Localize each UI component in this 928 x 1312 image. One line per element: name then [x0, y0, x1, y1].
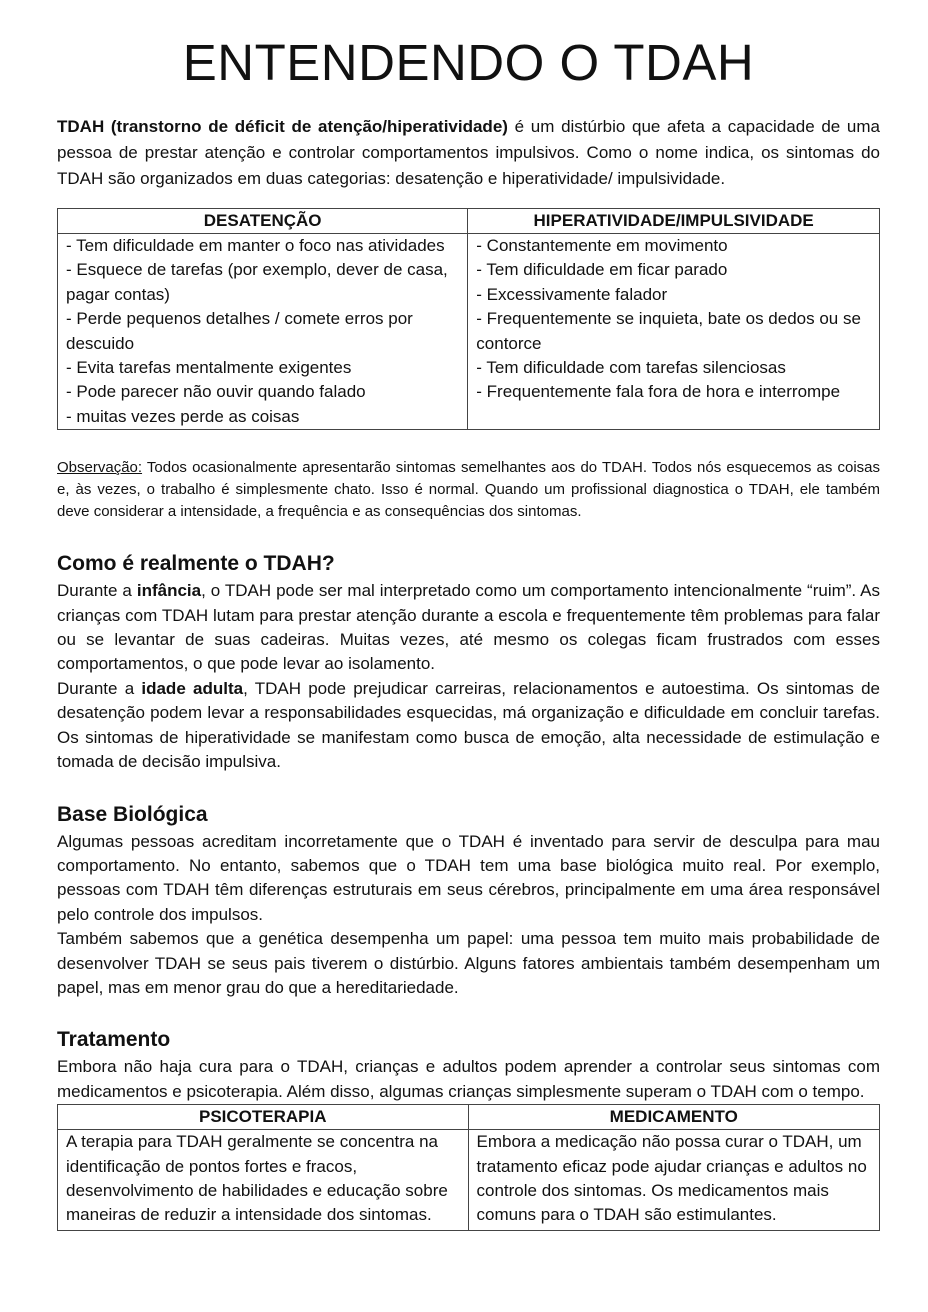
section-heading-base: Base Biológica: [57, 802, 208, 826]
intro-bold-term: TDAH (transtorno de déficit de atenção/hiperatividade): [57, 117, 508, 136]
intro-text: é um distúrbio que afeta a capacidade de uma pessoa de prestar atenção e controlar comportamentos impulsivos. Como o nome indica, os sintomas do TDAH são organizados em duas categorias: desatenção e hiperatividade/ impulsividade.: [57, 117, 880, 188]
header-psicoterapia: PSICOTERAPIA: [58, 1105, 469, 1130]
desatencao-item: - Evita tarefas mentalmente exigentes: [66, 358, 352, 378]
hiperatividade-cell: [468, 234, 880, 430]
tratamento-paragraph: Embora não haja cura para o TDAH, crianças e adultos podem aprender a controlar seus sintomas com medicamentos e psicoterapia. Além disso, algumas crianças simplesmente superam o TDAH com o tempo.: [57, 1057, 880, 1101]
base-paragraph-2: Também sabemos que a genética desempenha um papel: uma pessoa tem muito mais probabilidade de desenvolver TDAH se seus pais tiverem o distúrbio. Alguns fatores ambientais também desempenham um papel, mas em menor grau do que a hereditariedade.: [57, 929, 880, 997]
como-paragraph-adulta: [57, 677, 880, 775]
desatencao-item: - Tem dificuldade em manter o foco nas atividades: [66, 236, 445, 255]
como-p1-lead: Durante a: [57, 581, 137, 601]
desatencao-cell: [58, 234, 468, 430]
header-medicamento: MEDICAMENTO: [468, 1105, 880, 1130]
observation-text: Todos ocasionalmente apresentarão sintomas semelhantes aos do TDAH. Todos nós esquecemos as coisas e, às vezes, o trabalho é simplesmente chato. Isso é normal. Quando um profissional diagnostica o TDAH, ele também deve considerar a intensidade, a frequência e as consequências dos sintomas.: [57, 459, 880, 521]
desatencao-item: - Perde pequenos detalhes / comete erros por descuido: [66, 309, 413, 353]
base-paragraph-1: Algumas pessoas acreditam incorretamente que o TDAH é inventado para servir de desculpa para mau comportamento. No entanto, sabemos que o TDAH tem uma base biológica muito real. Por exemplo, pessoas com TDAH têm diferenças estruturais em seus cérebros, principalmente em uma área responsável pelo controle dos impulsos.: [57, 831, 880, 924]
section-heading-como: Como é realmente o TDAH?: [57, 552, 335, 576]
como-p2-text: , TDAH pode prejudicar carreiras, relacionamentos e autoestima. Os sintomas de desatenção podem levar a responsabilidades esquecidas, má organização e dificuldade em concluir tarefas. Os sintomas de hiperatividade se manifestam como busca de emoção, alta necessidade de estimulação e tomada de decisão impulsiva.: [57, 678, 880, 772]
observation-label: Observação:: [57, 459, 143, 477]
header-hiperatividade: HIPERATIVIDADE/IMPULSIVIDADE: [468, 209, 880, 234]
desatencao-item: - Esquece de tarefas (por exemplo, dever de casa, pagar contas): [66, 260, 448, 304]
symptoms-table: [57, 208, 880, 430]
intro-paragraph: [57, 114, 880, 192]
section-tratamento: [57, 1025, 880, 1104]
header-desatencao: DESATENÇÃO: [58, 209, 468, 234]
medicamento-cell: Embora a medicação não possa curar o TDAH, um tratamento eficaz pode ajudar crianças e adultos no controle dos sintomas. Os medicamentos mais comuns para o TDAH são estimulantes.: [468, 1130, 880, 1231]
desatencao-item: - Pode parecer não ouvir quando falado: [66, 382, 366, 402]
observation-note: [57, 457, 880, 523]
como-paragraph-infancia: [57, 579, 880, 677]
hiperatividade-item: - Tem dificuldade em ficar parado: [476, 260, 728, 280]
como-p2-lead: Durante a: [57, 678, 142, 698]
como-p1-bold: infância: [136, 581, 202, 601]
desatencao-item: - muitas vezes perde as coisas: [66, 406, 300, 426]
hiperatividade-item: - Constantemente em movimento: [476, 236, 728, 255]
hiperatividade-item: - Frequentemente se inquieta, bate os dedos ou se contorce: [476, 309, 861, 353]
treatment-table: [57, 1104, 880, 1231]
como-p1-text: , o TDAH pode ser mal interpretado como um comportamento intencionalmente “ruim”. As crianças com TDAH lutam para prestar atenção durante a escola e frequentemente têm problemas para falar ou se levantar de suas cadeiras. Muitas vezes, até mesmo os colegas ficam frustrados com esses comportamentos, o que pode levar ao isolamento.: [57, 581, 880, 674]
hiperatividade-item: - Excessivamente falador: [476, 284, 668, 304]
psicoterapia-cell: A terapia para TDAH geralmente se concentra na identificação de pontos fortes e fracos, desenvolvimento de habilidades e educação sobre maneiras de reduzir a intensidade dos sintomas.: [58, 1130, 469, 1231]
section-base-biologica: [57, 800, 880, 1001]
section-heading-tratamento: Tratamento: [57, 1028, 171, 1052]
como-p2-bold: idade adulta: [141, 678, 244, 698]
hiperatividade-item: - Tem dificuldade com tarefas silenciosas: [476, 358, 786, 378]
page-title: ENTENDENDO O TDAH: [182, 34, 755, 91]
hiperatividade-item: - Frequentemente fala fora de hora e interrompe: [476, 382, 841, 402]
section-como-e-realmente: [57, 549, 880, 774]
